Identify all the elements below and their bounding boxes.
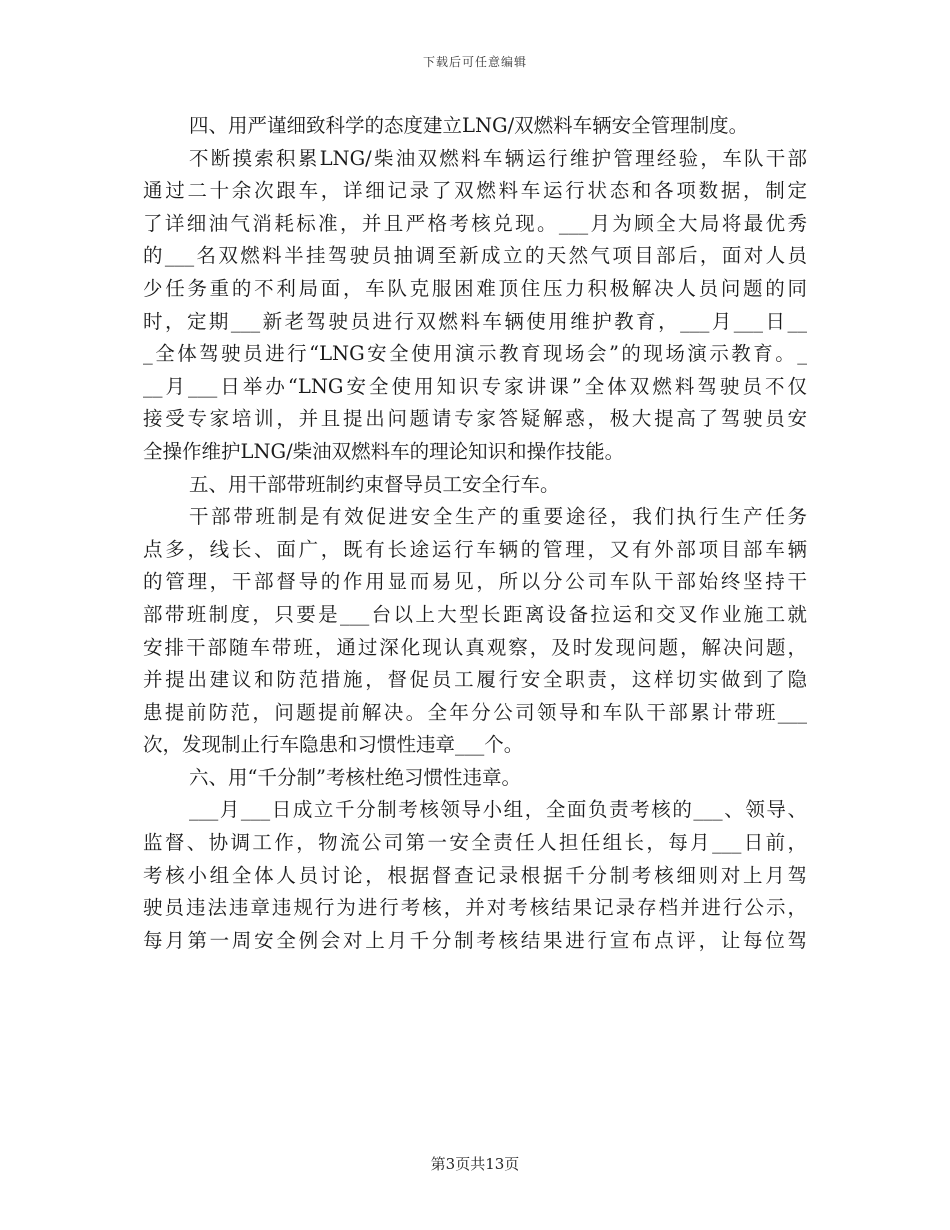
page-number: 第3页共13页 bbox=[430, 1155, 520, 1173]
text-line: 少任务重的不利局面，车队克服困难顶住压力积极解决人员问题的同 bbox=[143, 276, 807, 300]
text-line: 不断摸索积累LNG/柴油双燃料车辆运行维护管理经验，车队干部 bbox=[189, 146, 807, 170]
text-line: 干部带班制是有效促进安全生产的重要途径，我们执行生产任务 bbox=[189, 505, 807, 529]
text-line: 六、用“千分制”考核杜绝习惯性违章。 bbox=[189, 765, 521, 789]
text-line: 每月第一周安全例会对上月千分制考核结果进行宣布点评，让每位驾 bbox=[143, 928, 807, 952]
text-line: _全体驾驶员进行“LNG安全使用演示教育现场会”的现场演示教育。_ bbox=[143, 342, 807, 366]
text-line: 患提前防范，问题提前解决。全年分公司领导和车队干部累计带班___ bbox=[143, 700, 807, 724]
text-line: 通过二十余次跟车，详细记录了双燃料车运行状态和各项数据，制定 bbox=[143, 179, 807, 203]
text-line: 并提出建议和防范措施，督促员工履行安全职责，这样切实做到了隐 bbox=[143, 668, 807, 692]
text-line: 的___名双燃料半挂驾驶员抽调至新成立的天然气项目部后，面对人员 bbox=[143, 244, 807, 268]
text-line: 安排干部随车带班，通过深化现认真观察，及时发现问题，解决问题， bbox=[143, 635, 807, 659]
text-line: 点多，线长、面广，既有长途运行车辆的管理，又有外部项目部车辆 bbox=[143, 537, 807, 561]
text-line: 次，发现制止行车隐患和习惯性违章___个。 bbox=[143, 733, 524, 757]
text-line: __月___日举办“LNG安全使用知识专家讲课”全体双燃料驾驶员不仅 bbox=[143, 374, 807, 398]
text-line: 时，定期___新老驾驶员进行双燃料车辆使用维护教育，___月___日__ bbox=[143, 309, 807, 333]
text-line: 接受专家培训，并且提出问题请专家答疑解惑，极大提高了驾驶员安 bbox=[143, 407, 807, 431]
text-line: 全操作维护LNG/柴油双燃料车的理论知识和操作技能。 bbox=[143, 439, 625, 463]
text-line: 四、用严谨细致科学的态度建立LNG/双燃料车辆安全管理制度。 bbox=[189, 114, 749, 137]
text-line: 的管理，干部督导的作用显而易见，所以分公司车队干部始终坚持干 bbox=[143, 570, 807, 594]
page-header: 下载后可任意编辑 bbox=[422, 55, 527, 69]
text-line: 部带班制度，只要是___台以上大型长距离设备拉运和交叉作业施工就 bbox=[143, 602, 807, 626]
text-line: 五、用干部带班制约束督导员工安全行车。 bbox=[189, 472, 560, 496]
text-line: 了详细油气消耗标准，并且严格考核兑现。___月为顾全大局将最优秀 bbox=[143, 211, 807, 235]
text-line: 考核小组全体人员讨论，根据督查记录根据千分制考核细则对上月驾 bbox=[143, 863, 807, 887]
text-line: ___月___日成立千分制考核领导小组，全面负责考核的___、领导、 bbox=[189, 798, 807, 822]
text-line: 监督、协调工作，物流公司第一安全责任人担任组长，每月___日前， bbox=[143, 831, 807, 855]
document-body bbox=[143, 110, 807, 957]
text-line: 驶员违法违章违规行为进行考核，并对考核结果记录存档并进行公示， bbox=[143, 896, 807, 920]
